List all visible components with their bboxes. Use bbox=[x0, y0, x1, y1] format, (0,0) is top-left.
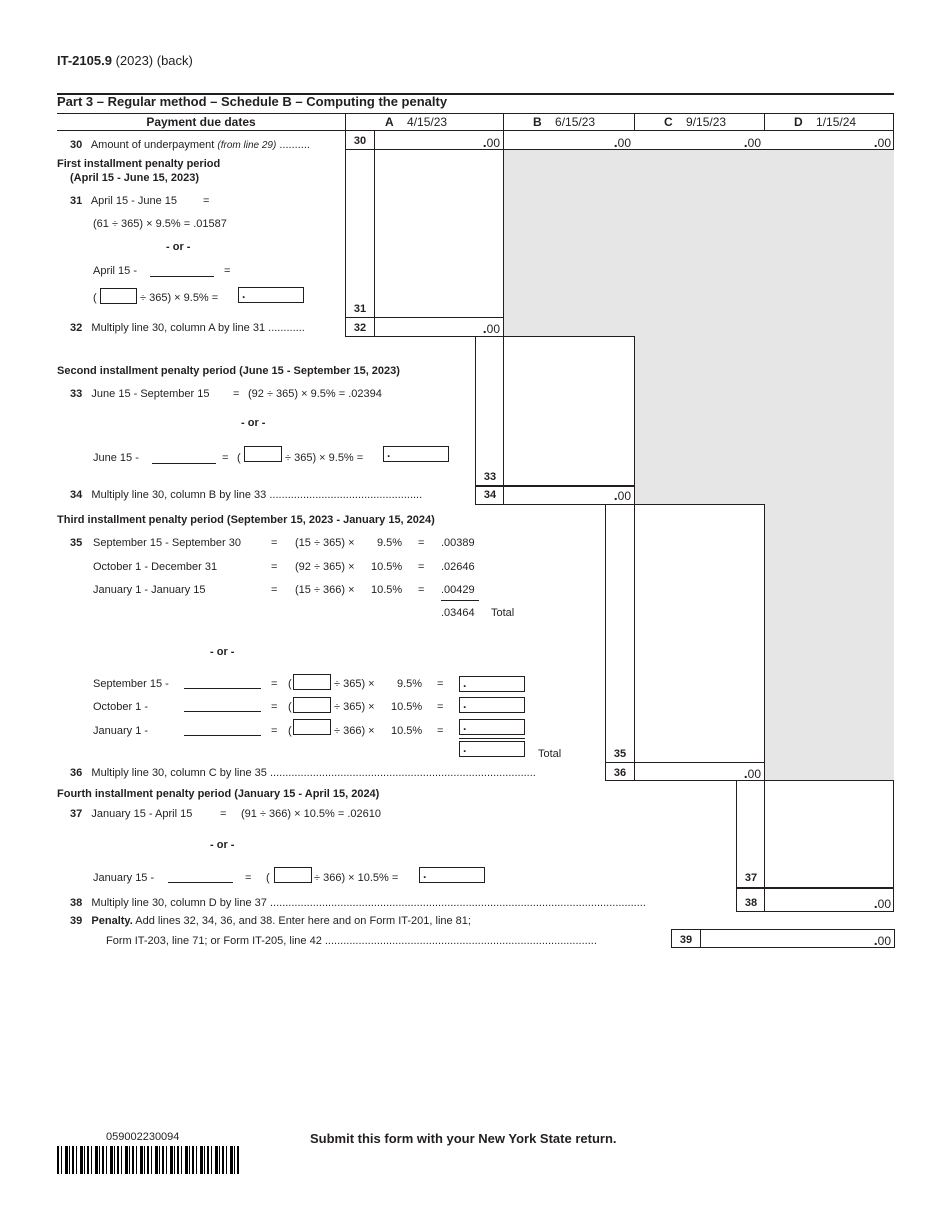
period-3-alt-2-paren: ( bbox=[288, 701, 292, 713]
line-31-rate-input[interactable] bbox=[238, 287, 304, 303]
line-30-amount-d[interactable] bbox=[767, 135, 891, 150]
line-35-bottom bbox=[605, 762, 765, 763]
line-33-box-num: 33 bbox=[483, 471, 497, 483]
line-32-box-num: 32 bbox=[353, 322, 367, 334]
line-33-num: 33 bbox=[70, 388, 83, 400]
line-39-leader: ......................................................................................... bbox=[324, 935, 597, 947]
line-37-box-num: 37 bbox=[744, 872, 758, 884]
line-31-equals: = bbox=[203, 195, 210, 207]
line-39-text-2 bbox=[106, 934, 597, 948]
line-31-label bbox=[70, 194, 177, 208]
period-3-row-1-rate: 9.5% bbox=[377, 537, 403, 549]
period-3-alt-1-equals: = bbox=[271, 678, 278, 690]
line-35-or: - or - bbox=[210, 646, 235, 658]
line-37-alt-date-field[interactable] bbox=[168, 882, 233, 883]
line-30-amount-c[interactable] bbox=[637, 135, 761, 150]
line-36-amount[interactable] bbox=[637, 766, 761, 781]
period-3-row-2-rate: 10.5% bbox=[371, 561, 403, 573]
col-d-right-upper bbox=[893, 130, 894, 149]
decimal-point: . bbox=[482, 134, 487, 150]
line-38-text: Multiply line 30, column D by line 37 bbox=[91, 897, 267, 909]
period-3-row-1-label: September 15 - September 30 bbox=[93, 537, 241, 549]
col-b-right bbox=[634, 336, 635, 504]
line-38-leader: ........................................................................................................................... bbox=[269, 897, 646, 909]
line-39-label bbox=[70, 914, 471, 928]
line-31-text: April 15 - June 15 bbox=[90, 195, 178, 207]
line-36-text: Multiply line 30, column C by line 35 bbox=[91, 767, 267, 779]
line-34-bottom bbox=[475, 504, 765, 505]
column-c-date: 9/15/23 bbox=[686, 115, 727, 129]
part-title-rule bbox=[57, 113, 894, 114]
line-30-box-sep bbox=[374, 130, 375, 149]
cents: 00 bbox=[877, 136, 891, 150]
line-34-leader: .................................................. bbox=[269, 489, 423, 501]
period-3-alt-1-paren: ( bbox=[288, 678, 292, 690]
column-a-letter: A bbox=[385, 115, 394, 129]
period-3-row-1-eq2: = bbox=[418, 537, 425, 549]
line-30-box-num: 30 bbox=[353, 135, 367, 147]
period-3-row-3-formula: (15 ÷ 366) × bbox=[295, 584, 355, 596]
cents: 00 bbox=[877, 934, 891, 948]
period-3-alt-3-label: January 1 - bbox=[93, 725, 149, 737]
period-3-row-1-formula: (15 ÷ 365) × bbox=[295, 537, 355, 549]
period-3-total-value: .03464 bbox=[441, 607, 475, 619]
line-36-label bbox=[70, 766, 536, 780]
line-30-label bbox=[70, 138, 310, 153]
column-a-date: 4/15/23 bbox=[407, 115, 448, 129]
period-1-dates: (April 15 - June 15, 2023) bbox=[70, 172, 199, 184]
period-3-alt-2-days-input[interactable] bbox=[293, 697, 331, 713]
line-31-box-num: 31 bbox=[353, 303, 367, 315]
line-30-text: Amount of underpayment bbox=[90, 139, 215, 151]
column-d-letter: D bbox=[794, 115, 803, 129]
line-34-num: 34 bbox=[70, 489, 83, 501]
line-37-rate-input[interactable] bbox=[419, 867, 485, 883]
period-3-alt-1-label: September 15 - bbox=[93, 678, 169, 690]
decimal-point: . bbox=[873, 895, 878, 911]
period-3-alt-2-eq2: = bbox=[437, 701, 444, 713]
period-3-alt-3-date-field[interactable] bbox=[184, 735, 261, 736]
period-3-alt-3-eq2: = bbox=[437, 725, 444, 737]
period-3-alt-2-date-field[interactable] bbox=[184, 711, 261, 712]
period-3-alt-1-date-field[interactable] bbox=[184, 688, 261, 689]
period-3-alt-1-rate-input[interactable] bbox=[459, 676, 525, 692]
period-3-alt-2-rate: 10.5% bbox=[391, 701, 423, 713]
line-35-box-num: 35 bbox=[613, 748, 627, 760]
line-33-alt-label: June 15 - bbox=[93, 452, 139, 464]
decimal-point: . bbox=[387, 446, 391, 460]
line-39-amount[interactable] bbox=[702, 933, 891, 948]
col-divider bbox=[764, 113, 765, 130]
col-divider bbox=[345, 113, 346, 130]
column-c-header bbox=[664, 115, 726, 129]
line-39-box-num: 39 bbox=[679, 934, 693, 946]
line-39-num: 39 bbox=[70, 915, 83, 927]
line-37-box-left bbox=[736, 780, 737, 911]
period-3-row-2-equals: = bbox=[271, 561, 278, 573]
period-3-row-2-label: October 1 - December 31 bbox=[93, 561, 218, 573]
line-33-text: June 15 - September 15 bbox=[91, 388, 210, 400]
line-30-amount-a[interactable] bbox=[376, 135, 500, 150]
shaded-area bbox=[504, 149, 894, 336]
line-33-label bbox=[70, 387, 209, 401]
period-3-alt-3-days-input[interactable] bbox=[293, 719, 331, 735]
period-3-alt-2-rate-input[interactable] bbox=[459, 697, 525, 713]
line-36-leader: ....................................................................................... bbox=[269, 767, 536, 779]
period-3-alt-2-label: October 1 - bbox=[93, 701, 149, 713]
line-34-amount[interactable] bbox=[506, 488, 631, 503]
line-33-alt-date-field[interactable] bbox=[152, 463, 216, 464]
line-35-num: 35 bbox=[70, 537, 83, 549]
line-37-label bbox=[70, 807, 192, 821]
period-2-title: Second installment penalty period (June 15 - September 15, 2023) bbox=[57, 365, 400, 377]
line-33-or: - or - bbox=[241, 417, 266, 429]
submit-instruction: Submit this form with your New York State return. bbox=[310, 1131, 617, 1146]
line-37-box-sep bbox=[764, 780, 765, 911]
form-number: IT-2105.9 bbox=[57, 53, 112, 68]
shaded-area bbox=[765, 504, 894, 780]
line-38-label bbox=[70, 896, 646, 910]
barcode-number: 059002230094 bbox=[106, 1131, 180, 1143]
line-31-or: - or - bbox=[166, 241, 191, 253]
line-37-alt-equals: = bbox=[245, 872, 252, 884]
period-3-row-2-formula: (92 ÷ 365) × bbox=[295, 561, 355, 573]
line-37-formula: (91 ÷ 366) × 10.5% = .02610 bbox=[241, 808, 381, 820]
line-33-equals: = bbox=[233, 388, 240, 400]
col-divider bbox=[634, 113, 635, 130]
line-39-box-sep bbox=[700, 929, 701, 948]
line-33-bottom bbox=[475, 485, 635, 487]
period-3-row-1-equals: = bbox=[271, 537, 278, 549]
decimal-point: . bbox=[242, 287, 246, 301]
line-32-amount[interactable] bbox=[376, 321, 500, 336]
period-3-row-3-equals: = bbox=[271, 584, 278, 596]
payment-due-dates-header: Payment due dates bbox=[146, 115, 256, 129]
period-3-alt-total-input[interactable] bbox=[459, 741, 525, 757]
line-32-box-sep bbox=[374, 317, 375, 336]
decimal-point: . bbox=[873, 932, 878, 948]
line-31-bottom bbox=[345, 317, 503, 318]
period-3-row-2-value: .02646 bbox=[441, 561, 475, 573]
decimal-point: . bbox=[463, 676, 467, 690]
form-id bbox=[57, 54, 193, 68]
col-divider bbox=[893, 113, 894, 130]
line-32-num: 32 bbox=[70, 322, 83, 334]
line-30-note: (from line 29) bbox=[217, 140, 277, 151]
line-30-leader: .......... bbox=[279, 139, 310, 151]
line-34-label bbox=[70, 488, 422, 502]
line-36-bottom bbox=[605, 780, 894, 781]
line-31-box-left bbox=[345, 149, 346, 317]
line-33-open-paren: ( bbox=[237, 452, 241, 464]
period-4-title: Fourth installment penalty period (January 15 - April 15, 2024) bbox=[57, 788, 380, 800]
line-31-days-input[interactable] bbox=[100, 288, 137, 304]
line-37-bottom bbox=[736, 887, 894, 889]
cents: 00 bbox=[486, 322, 500, 336]
line-32-text: Multiply line 30, column A by line 31 bbox=[91, 322, 266, 334]
line-31-alt-date-field[interactable] bbox=[150, 276, 214, 277]
line-39-bold: Penalty. bbox=[91, 915, 133, 927]
form-year: (2023) (back) bbox=[115, 53, 193, 68]
period-3-alt-2-equals: = bbox=[271, 701, 278, 713]
period-3-alt-3-rate-input[interactable] bbox=[459, 719, 525, 735]
line-30-amount-b[interactable] bbox=[506, 135, 631, 150]
cents: 00 bbox=[486, 136, 500, 150]
column-d-header bbox=[794, 115, 856, 129]
decimal-point: . bbox=[463, 719, 467, 733]
line-39-text: Add lines 32, 34, 36, and 38. Enter here and on Form IT-201, line 81; bbox=[135, 915, 471, 927]
decimal-point: . bbox=[613, 134, 618, 150]
period-3-row-2-eq2: = bbox=[418, 561, 425, 573]
line-32-bottom bbox=[345, 336, 635, 337]
cents: 00 bbox=[747, 136, 761, 150]
period-3-row-3-label: January 1 - January 15 bbox=[93, 584, 206, 596]
col-d-right bbox=[893, 780, 894, 911]
col-c-right bbox=[764, 504, 765, 780]
period-3-total-label: Total bbox=[491, 607, 515, 619]
line-37-alt-formula: ÷ 366) × 10.5% = bbox=[314, 872, 399, 884]
decimal-point: . bbox=[613, 487, 618, 503]
period-3-alt-3-formula: ÷ 366) × bbox=[334, 725, 375, 737]
period-3-sum-rule bbox=[441, 600, 479, 601]
line-37-days-input[interactable] bbox=[274, 867, 312, 883]
cents: 00 bbox=[877, 897, 891, 911]
period-3-alt-3-equals: = bbox=[271, 725, 278, 737]
decimal-point: . bbox=[743, 765, 748, 781]
line-35-box-left bbox=[605, 504, 606, 780]
line-30-num: 30 bbox=[70, 139, 83, 151]
line-36-box-num: 36 bbox=[613, 767, 627, 779]
period-3-row-3-value: .00429 bbox=[441, 584, 475, 596]
period-3-alt-sum-rule bbox=[459, 738, 525, 739]
line-37-open-paren: ( bbox=[266, 872, 270, 884]
header-bottom-rule bbox=[57, 130, 894, 131]
period-3-row-3-eq2: = bbox=[418, 584, 425, 596]
line-33-days-input[interactable] bbox=[244, 446, 282, 462]
line-37-text: January 15 - April 15 bbox=[91, 808, 193, 820]
period-3-row-1-value: .00389 bbox=[441, 537, 475, 549]
period-3-alt-2-formula: ÷ 365) × bbox=[334, 701, 375, 713]
line-39-text-line2: Form IT-203, line 71; or Form IT-205, line 42 bbox=[106, 935, 322, 947]
line-31-open-paren: ( bbox=[93, 292, 97, 304]
period-3-title: Third installment penalty period (September 15, 2023 - January 15, 2024) bbox=[57, 514, 435, 526]
line-38-box-num: 38 bbox=[744, 897, 758, 909]
line-32-label bbox=[70, 321, 305, 335]
period-3-row-3-rate: 10.5% bbox=[371, 584, 403, 596]
column-b-letter: B bbox=[533, 115, 542, 129]
column-b-header bbox=[533, 115, 595, 129]
cents: 00 bbox=[747, 767, 761, 781]
column-d-date: 1/15/24 bbox=[816, 115, 857, 129]
line-38-amount[interactable] bbox=[767, 896, 891, 911]
line-33-alt-formula: ÷ 365) × 9.5% = bbox=[285, 452, 364, 464]
line-33-rate-input[interactable] bbox=[383, 446, 449, 462]
line-31-alt-formula: ÷ 365) × 9.5% = bbox=[140, 292, 219, 304]
period-3-alt-1-eq2: = bbox=[437, 678, 444, 690]
col-divider bbox=[503, 113, 504, 130]
line-37-equals: = bbox=[220, 808, 227, 820]
period-3-alt-1-days-input[interactable] bbox=[293, 674, 331, 690]
line-37-or: - or - bbox=[210, 839, 235, 851]
decimal-point: . bbox=[873, 134, 878, 150]
line-32-leader: ............ bbox=[268, 322, 305, 334]
line-36-num: 36 bbox=[70, 767, 83, 779]
decimal-point: . bbox=[423, 867, 427, 881]
decimal-point: . bbox=[743, 134, 748, 150]
shaded-area bbox=[635, 336, 894, 504]
column-b-date: 6/15/23 bbox=[555, 115, 596, 129]
decimal-point: . bbox=[482, 320, 487, 336]
decimal-point: . bbox=[463, 741, 467, 755]
cents: 00 bbox=[617, 489, 631, 503]
line-31-alt-label: April 15 - bbox=[93, 265, 138, 277]
barcode-image bbox=[57, 1146, 239, 1174]
period-3-alt-1-rate: 9.5% bbox=[397, 678, 423, 690]
line-37-num: 37 bbox=[70, 808, 83, 820]
part-title: Part 3 – Regular method – Schedule B – Computing the penalty bbox=[57, 94, 448, 109]
decimal-point: . bbox=[463, 697, 467, 711]
period-3-alt-3-paren: ( bbox=[288, 725, 292, 737]
column-c-letter: C bbox=[664, 115, 673, 129]
line-38-bottom bbox=[736, 911, 894, 912]
period-3-alt-3-rate: 10.5% bbox=[391, 725, 423, 737]
line-34-text: Multiply line 30, column B by line 33 bbox=[91, 489, 267, 501]
line-37-alt-label: January 15 - bbox=[93, 872, 155, 884]
line-31-num: 31 bbox=[70, 195, 83, 207]
line-31-alt-equals: = bbox=[224, 265, 231, 277]
line-33-alt-equals: = bbox=[222, 452, 229, 464]
line-35-box-sep bbox=[634, 504, 635, 780]
period-3-alt-total-label: Total bbox=[538, 748, 562, 760]
line-31-formula: (61 ÷ 365) × 9.5% = .01587 bbox=[93, 218, 227, 230]
line-34-box-num: 34 bbox=[483, 489, 497, 501]
column-a-header bbox=[385, 115, 447, 129]
cents: 00 bbox=[617, 136, 631, 150]
col-a-right bbox=[503, 130, 504, 336]
line-33-formula: (92 ÷ 365) × 9.5% = .02394 bbox=[248, 388, 382, 400]
line-31-box-sep bbox=[374, 149, 375, 317]
period-3-alt-1-formula: ÷ 365) × bbox=[334, 678, 375, 690]
line-38-num: 38 bbox=[70, 897, 83, 909]
period-1-title: First installment penalty period bbox=[57, 158, 221, 170]
